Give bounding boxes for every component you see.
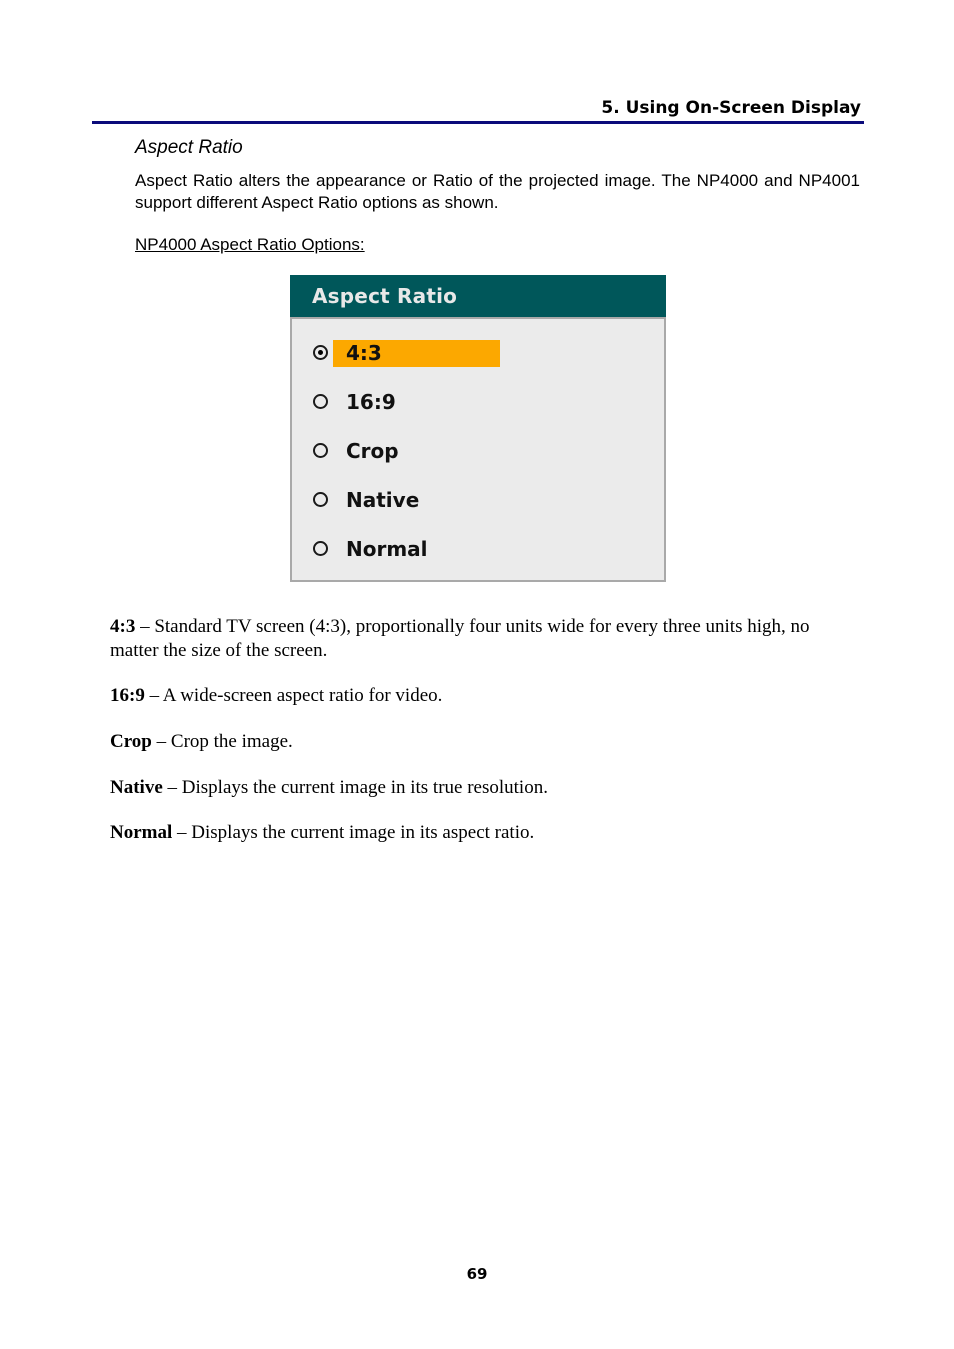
options-label: NP4000 Aspect Ratio Options: [135,235,365,254]
description-term: 16:9 [110,685,145,706]
osd-option-crop[interactable] [292,438,664,468]
page-number: 69 [466,1265,488,1283]
section-title: Aspect Ratio [135,137,243,158]
osd-option-normal[interactable] [292,536,664,566]
description-text: – Crop the image. [151,731,293,752]
radio-unselected-icon[interactable] [313,394,328,409]
osd-option-label: 16:9 [346,390,396,414]
description-4-3 [110,615,850,663]
radio-unselected-icon[interactable] [313,443,328,458]
osd-option-label: 4:3 [346,341,382,365]
osd-title-bar [290,275,666,317]
description-text: – A wide-screen aspect ratio for video. [144,685,443,706]
osd-option-native[interactable] [292,487,664,517]
description-term: Normal [110,822,173,843]
description-text: – Standard TV screen (4:3), proportionally four units wide for every three units high, no matter the size of the screen. [110,616,810,661]
description-native [110,776,850,800]
description-text: – Displays the current image in its true resolution. [162,777,548,798]
osd-option-list [290,317,666,582]
description-term: 4:3 [110,616,136,637]
page-header-title: 5. Using On-Screen Display [601,98,861,118]
description-crop [110,730,850,754]
description-text: – Displays the current image in its aspect ratio. [172,822,535,843]
intro-paragraph: Aspect Ratio alters the appearance or Ratio of the projected image. The NP4000 and NP4001 support different Aspect Ratio options as shown. [135,171,860,212]
description-term: Native [110,777,163,798]
osd-option-label: Native [346,488,420,512]
description-term: Crop [110,731,152,752]
aspect-ratio-osd-menu [290,275,666,582]
description-normal [110,821,850,845]
radio-unselected-icon[interactable] [313,492,328,507]
osd-option-label: Normal [346,537,428,561]
radio-selected-icon[interactable] [313,345,328,360]
radio-unselected-icon[interactable] [313,541,328,556]
osd-title: Aspect Ratio [312,284,458,308]
description-16-9 [110,684,850,708]
osd-option-16-9[interactable] [292,389,664,419]
osd-option-label: Crop [346,439,399,463]
header-rule [92,121,864,124]
osd-option-4-3[interactable] [292,340,664,370]
